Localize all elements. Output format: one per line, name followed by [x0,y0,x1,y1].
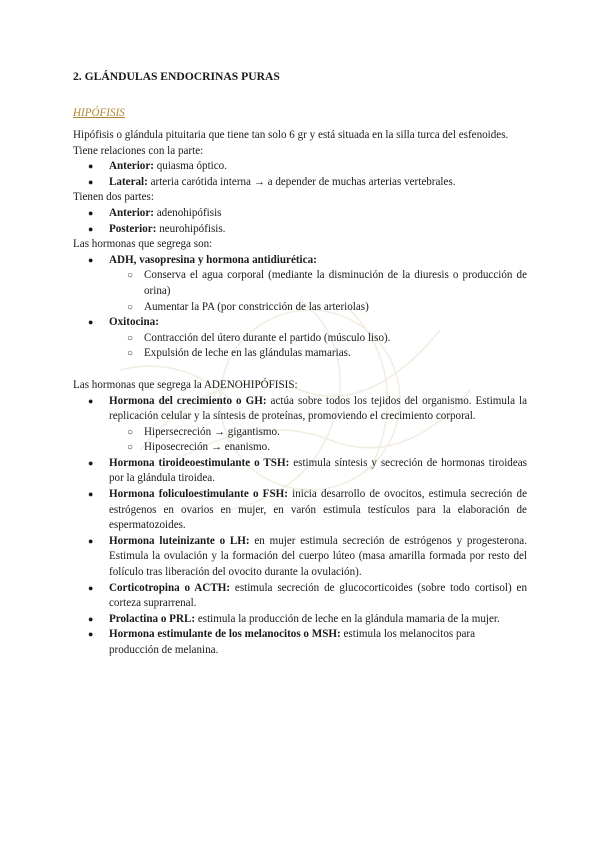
adeno-hormones-list [73,394,527,659]
list-item [73,534,527,581]
bullet-icon: ● [88,629,94,640]
item-label: Anterior: [109,160,154,173]
item-text: neurohipófisis. [156,222,226,235]
item-label: Prolactina o PRL: [109,612,196,625]
list-item [73,253,527,315]
item-text: adenohipófisis [153,206,222,219]
list-item [73,627,527,658]
list-item [73,581,527,612]
item-text: Conserva el agua corporal (mediante la disminución de la diuresis o producción de orina) [144,269,527,297]
parts-intro: Tienen dos partes: [73,191,154,204]
item-text: Aumentar la PA (por constricción de las arteriolas) [144,300,369,313]
list-item [73,394,527,456]
item-label: Oxitocina: [109,316,159,329]
item-label: ADH, vasopresina y hormona antidiurética: [109,253,317,266]
bullet-icon: ● [88,223,94,234]
sub-list-item [73,425,527,441]
circle-bullet-icon: ○ [127,332,134,344]
document-body [73,128,527,659]
item-label: Hormona luteinizante o LH: [109,534,250,547]
bullet-icon: ● [88,254,94,265]
section-heading: 2. GLÁNDULAS ENDOCRINAS PURAS [73,70,280,83]
list-item [73,222,527,238]
circle-bullet-icon: ○ [127,270,134,282]
bullet-icon: ● [88,582,94,593]
bullet-icon: ● [88,457,94,468]
item-text: estimula secreción de glucocorticoides (sobre todo cortisol) en corteza suprarrenal. [109,581,527,610]
item-label: Hormona foliculoestimulante o FSH: [109,488,288,501]
bullet-icon: ● [88,176,94,187]
hormones-intro: Las hormonas que segrega son: [73,238,213,251]
item-label: Hormona estimulante de los melanocitos o MSH: [109,628,341,641]
list-item [73,315,527,362]
item-label: Corticotropina o ACTH: [109,581,231,594]
sub-list-item [73,440,527,456]
spacer [73,362,527,378]
item-label: Lateral: [109,175,148,188]
sub-list [109,268,527,315]
sub-list-item [73,300,527,316]
circle-bullet-icon: ○ [127,348,134,360]
circle-bullet-icon: ○ [127,301,134,313]
parts-list [73,206,527,237]
bullet-icon: ● [88,207,94,218]
relations-intro: Tiene relaciones con la parte: [73,144,204,157]
item-text: quiasma óptico. [153,160,228,173]
item-text: arteria carótida interna → a depender de muchas arterias vertebrales. [147,175,456,188]
item-text: Contracción del útero durante el partido (músculo liso). [144,331,391,344]
item-text: en mujer estimula secreción de estrógenos y progesterona. Estimula la ovulación y la formación del cuerpo lúteo (masa amarilla formada por resto del folículo tras liberación del ovocito durante la ovulación). [109,534,527,579]
item-text: Hiposecreción → enanismo. [144,441,271,454]
list-item [73,456,527,487]
item-text: actúa sobre todos los tejidos del organismo. Estimula la replicación celular y la síntesis de proteínas, promoviendo el crecimiento corporal. [109,394,528,423]
item-text: estimula síntesis y secreción de hormonas tiroideas por la glándula tiroidea. [109,456,528,485]
bullet-icon: ● [88,395,94,406]
circle-bullet-icon: ○ [127,442,134,454]
sub-list-item [73,268,527,299]
list-item [73,206,527,222]
sub-list [109,331,527,362]
item-text: Hipersecreción → gigantismo. [144,425,280,438]
list-item [73,487,527,534]
bullet-icon: ● [88,317,94,328]
adeno-intro: Las hormonas que segrega la ADENOHIPÓFISIS: [73,378,298,391]
intro-paragraph: Hipófisis o glándula pituitaria que tiene tan solo 6 gr y está situada en la silla turca del esfenoides. [73,129,509,141]
circle-bullet-icon: ○ [127,426,134,438]
list-item [73,159,527,175]
item-label: Hormona tiroideoestimulante o TSH: [109,456,290,469]
bullet-icon: ● [88,613,94,624]
item-label: Hormona del crecimiento o GH: [109,394,267,407]
item-text: estimula la producción de leche en la glándula mamaria de la mujer. [195,612,500,625]
bullet-icon: ● [88,535,94,546]
item-text: estimula los melanocitos para producción de melanina. [109,628,476,656]
item-text: Expulsión de leche en las glándulas mamarias. [144,347,351,360]
sub-list-item [73,331,527,347]
relations-list [73,159,527,190]
bullet-icon: ● [88,489,94,500]
item-text: inicia desarrollo de ovocitos, estimula secreción de estrógenos en ovarios en mujer, en varón estimula testículos para la elaboración de espermatozoides. [109,488,528,532]
hormones-list [73,253,527,362]
list-item [73,175,527,191]
sub-list-item [73,346,527,362]
subsection-heading: HIPÓFISIS [73,107,125,119]
bullet-icon: ● [88,161,94,172]
sub-list [109,425,527,456]
item-label: Anterior: [109,206,154,219]
list-item [73,612,527,628]
item-label: Posterior: [109,222,157,235]
